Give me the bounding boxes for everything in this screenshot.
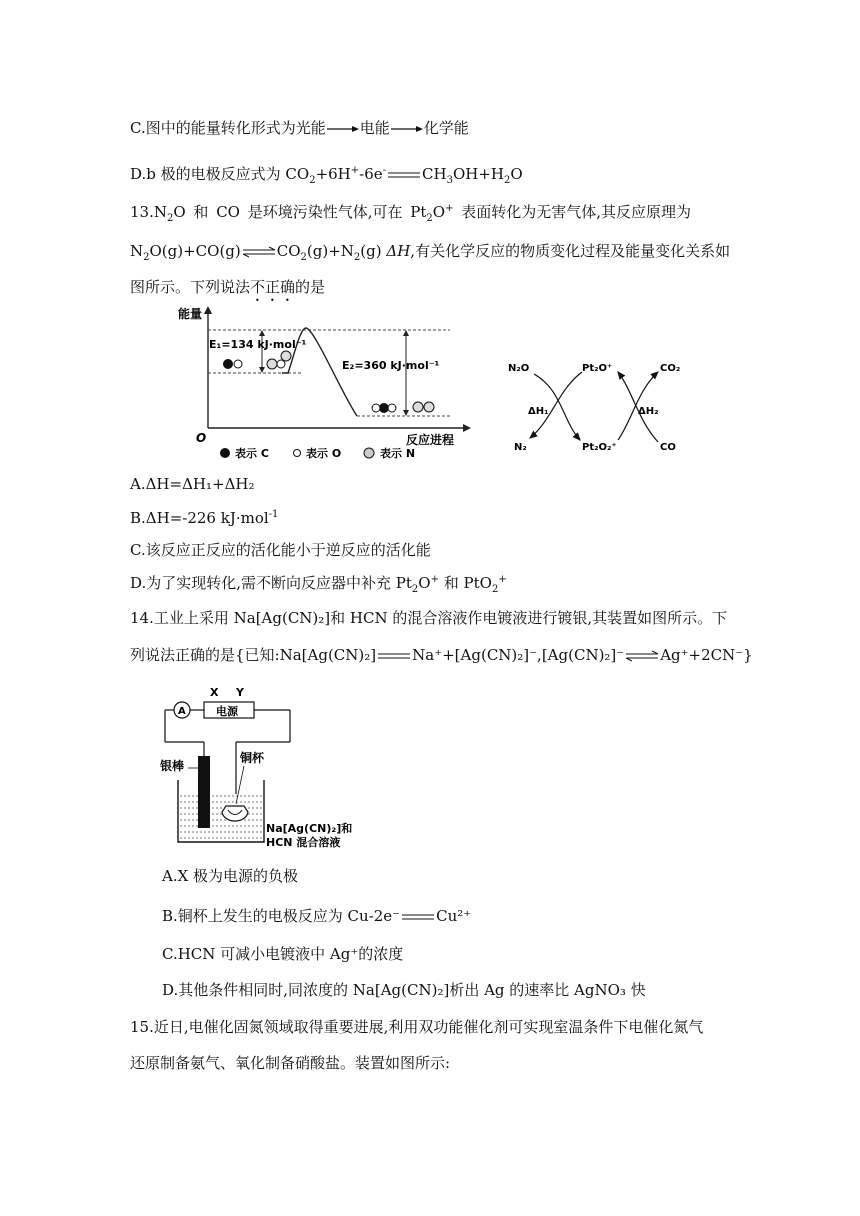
label-co: CO (660, 442, 676, 453)
label-dh1: ΔH₁ (528, 406, 549, 417)
equals-sign-icon (400, 912, 436, 922)
copper-cup (222, 806, 248, 821)
e1-label: E₁=134 kJ·mol⁻¹ (209, 338, 307, 351)
q13-option-c: C.该反应正反应的活化能小于逆反应的活化能 (130, 541, 431, 559)
label-pt2o2-plus: Pt₂O₂⁺ (582, 442, 617, 453)
right-arrow-icon (326, 124, 360, 134)
label-pt2o-plus: Pt₂O⁺ (582, 363, 613, 374)
q14-option-c: C.HCN 可减小电镀液中 Ag⁺的浓度 (162, 945, 404, 963)
label-solution-2: HCN 混合溶液 (266, 836, 341, 849)
legend-o: 表示 O (306, 447, 342, 460)
equals-sign-icon (386, 170, 422, 180)
label-co2: CO₂ (660, 363, 681, 374)
right-arrow-icon (390, 124, 424, 134)
electroplating-apparatus (160, 684, 410, 854)
reversible-arrow-icon (241, 246, 277, 258)
q13-option-b: B.ΔH=-226 kJ·mol$^{-1}$ (130, 509, 279, 527)
legend-n: 表示 N (380, 447, 416, 460)
label-dh2: ΔH₂ (638, 406, 659, 417)
y-axis-label: 能量 (178, 307, 203, 321)
label-y: Y (236, 686, 244, 699)
svg-text:电源: 电源 (216, 705, 238, 718)
q12-option-c: C.图中的能量转化形式为光能 电能 化学能 (130, 119, 469, 137)
q14-stem-line-2: 列说法正确的是{已知:Na[Ag(CN)₂] Na⁺+[Ag(CN)₂]⁻,[Ag(CN)₂]⁻ Ag⁺+2CN⁻} (130, 646, 753, 664)
x-axis-label: 反应进程 (406, 433, 455, 447)
q13-stem-line-2: $N_2O(g)+CO(g)$ $CO_2(g)+N_2(g)$ ΔH,有关化学反应的物质变化过程及能量变化关系如 (130, 242, 731, 263)
q12-option-d: D.b 极的电极反应式为 $CO_2+6H^+-6e^-$ $CH_3OH+H_2O$ (130, 165, 523, 186)
q13-option-a: A.ΔH=ΔH₁+ΔH₂ (130, 475, 255, 493)
label-x: X (210, 686, 219, 699)
q14-option-b: B.铜杯上发生的电极反应为 Cu-2e⁻ Cu²⁺ (162, 907, 472, 925)
q14-option-d: D.其他条件相同时,同浓度的 Na[Ag(CN)₂]析出 Ag 的速率比 AgNO₃ 快 (162, 981, 646, 999)
emphasis-text: 不正确 (250, 278, 296, 296)
reversible-arrow-icon (624, 650, 660, 662)
energy-diagram (178, 306, 472, 466)
silver-rod (198, 756, 210, 828)
svg-text:A: A (178, 706, 186, 717)
q14-stem-line-1: 14.工业上采用 Na[Ag(CN)₂]和 HCN 的混合溶液作电镀液进行镀银,其装置如图所示。下 (130, 609, 728, 627)
label-silver-rod: 银棒 (160, 759, 185, 773)
q14-option-a: A.X 极为电源的负极 (162, 867, 299, 885)
label-solution-1: Na[Ag(CN)₂]和 (266, 822, 353, 835)
e2-label: E₂=360 kJ·mol⁻¹ (342, 359, 440, 372)
q13-stem-line-1: $13.N_2O$ 和 CO 是环境污染性气体,可在 $Pt_2O^+$ 表面转化为无害气体,其反应原理为 (130, 203, 692, 224)
legend-c: 表示 C (235, 447, 269, 460)
label-n2: N₂ (514, 442, 527, 453)
label-n2o: N₂O (508, 363, 530, 374)
label-copper-cup: 铜杯 (240, 751, 265, 765)
equals-sign-icon (376, 651, 412, 661)
catalytic-cycle-diagram (500, 350, 700, 460)
q15-stem-line-2: 还原制备氨气、氧化制备硝酸盐。装置如图所示: (130, 1054, 451, 1072)
q15-stem-line-1: 15.近日,电催化固氮领域取得重要进展,利用双功能催化剂可实现室温条件下电催化氮气 (130, 1018, 704, 1036)
q13-option-d: D.为了实现转化,需不断向反应器中补充 $Pt_2O^+$ 和 PtO$_2$+ (130, 574, 507, 595)
q13-stem-line-3: 图所示。下列说法不正确的是 (130, 278, 326, 296)
origin-label: O (196, 431, 207, 445)
